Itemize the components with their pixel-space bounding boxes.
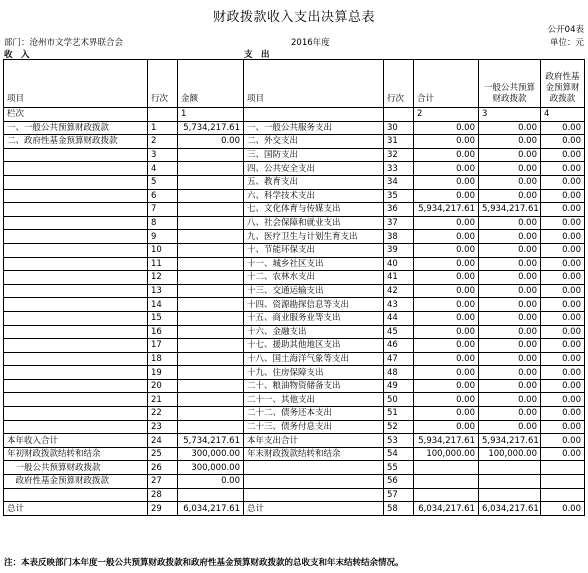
expense-item-cell: 二十二、债务还本支出 (244, 407, 384, 421)
income-line-cell: 18 (148, 352, 178, 366)
income-item-cell (4, 216, 148, 230)
gov-fund-cell (541, 488, 585, 502)
table-row (4, 175, 585, 189)
income-line-cell: 24 (148, 434, 178, 448)
income-item-cell (4, 339, 148, 353)
expense-line-cell: 46 (384, 339, 414, 353)
income-amount-cell (178, 379, 244, 393)
income-amount-cell (178, 339, 244, 353)
table-row (4, 135, 585, 149)
income-item-cell (4, 393, 148, 407)
income-amount-cell (178, 407, 244, 421)
total-cell (414, 488, 479, 502)
expense-item-cell: 十七、援助其他地区支出 (244, 339, 384, 353)
total-cell: 0.00 (414, 148, 479, 162)
total-cell: 5,934,217.61 (414, 434, 479, 448)
gov-fund-cell: 0.00 (541, 230, 585, 244)
expense-line-cell: 55 (384, 461, 414, 475)
total-cell: 0.00 (414, 243, 479, 257)
total-cell: 0.00 (414, 420, 479, 434)
column-number-label: 栏次 (4, 108, 148, 122)
total-cell: 0.00 (414, 135, 479, 149)
table-row (4, 407, 585, 421)
income-amount-cell (178, 162, 244, 176)
table-row (4, 352, 585, 366)
gov-fund-cell: 0.00 (541, 366, 585, 380)
income-amount-cell: 0.00 (178, 475, 244, 489)
expense-line-cell: 30 (384, 121, 414, 135)
income-line-cell: 26 (148, 461, 178, 475)
expense-line-cell: 45 (384, 325, 414, 339)
expense-line-cell: 53 (384, 434, 414, 448)
total-cell (414, 475, 479, 489)
table-row (4, 230, 585, 244)
income-line-cell: 12 (148, 271, 178, 285)
expense-line-cell: 51 (384, 407, 414, 421)
general-budget-cell: 0.00 (479, 189, 541, 203)
gov-fund-cell: 0.00 (541, 311, 585, 325)
general-budget-cell: 0.00 (479, 216, 541, 230)
table-row (4, 148, 585, 162)
total-cell: 0.00 (414, 379, 479, 393)
income-line-cell: 8 (148, 216, 178, 230)
expense-line-cell: 38 (384, 230, 414, 244)
finance-table (3, 59, 585, 516)
general-budget-cell: 0.00 (479, 339, 541, 353)
income-item-cell (4, 243, 148, 257)
expense-item-cell: 六、科学技术支出 (244, 189, 384, 203)
income-line-cell: 2 (148, 135, 178, 149)
expense-item-cell: 十三、交通运输支出 (244, 284, 384, 298)
total-cell: 0.00 (414, 311, 479, 325)
table-row (4, 366, 585, 380)
gov-fund-cell (541, 461, 585, 475)
column-number-blank (384, 108, 414, 122)
gov-fund-cell: 0.00 (541, 379, 585, 393)
form-code: 公开04表 (547, 25, 584, 35)
expense-line-cell: 39 (384, 243, 414, 257)
table-row (4, 284, 585, 298)
table-row (4, 257, 585, 271)
gov-fund-cell: 0.00 (541, 189, 585, 203)
expense-item-cell: 十六、金融支出 (244, 325, 384, 339)
expense-line-cell: 56 (384, 475, 414, 489)
expense-item-cell: 十、节能环保支出 (244, 243, 384, 257)
income-amount-cell (178, 175, 244, 189)
expense-line-cell: 37 (384, 216, 414, 230)
general-budget-cell: 0.00 (479, 257, 541, 271)
general-budget-cell (479, 461, 541, 475)
general-budget-cell: 0.00 (479, 352, 541, 366)
income-item-cell: 一、一般公共预算财政拨款 (4, 121, 148, 135)
total-cell: 0.00 (414, 162, 479, 176)
header-row (4, 60, 585, 108)
income-item-cell: 二、政府性基金预算财政拨款 (4, 135, 148, 149)
general-budget-cell: 0.00 (479, 379, 541, 393)
total-cell: 0.00 (414, 366, 479, 380)
general-budget-cell: 0.00 (479, 298, 541, 312)
table-row (4, 475, 585, 489)
total-cell (414, 461, 479, 475)
income-amount-cell (178, 488, 244, 502)
income-item-cell (4, 420, 148, 434)
income-amount-cell (178, 352, 244, 366)
general-budget-cell: 0.00 (479, 325, 541, 339)
total-cell: 6,034,217.61 (414, 502, 479, 516)
fiscal-year: 2016年度 (291, 38, 330, 48)
income-amount-cell (178, 189, 244, 203)
income-amount-cell (178, 271, 244, 285)
expense-line-cell: 58 (384, 502, 414, 516)
header-gov-fund: 政府性基金预算财政拨款 (541, 60, 585, 108)
department-label: 部门：沧州市文学艺术界联合会 (4, 38, 124, 48)
column-number-blank (148, 108, 178, 122)
gov-fund-cell: 0.00 (541, 420, 585, 434)
gov-fund-cell: 0.00 (541, 162, 585, 176)
income-line-cell: 27 (148, 475, 178, 489)
header-total: 合计 (414, 60, 479, 108)
gov-fund-cell: 0.00 (541, 121, 585, 135)
total-cell: 0.00 (414, 189, 479, 203)
expense-item-cell: 十八、国土海洋气象等支出 (244, 352, 384, 366)
income-line-cell: 13 (148, 284, 178, 298)
gov-fund-cell (541, 475, 585, 489)
income-line-cell: 10 (148, 243, 178, 257)
expense-line-cell: 48 (384, 366, 414, 380)
gov-fund-cell: 0.00 (541, 135, 585, 149)
income-item-cell (4, 325, 148, 339)
expense-line-cell: 57 (384, 488, 414, 502)
expense-item-cell: 十五、商业服务业等支出 (244, 311, 384, 325)
expense-line-cell: 33 (384, 162, 414, 176)
table-row (4, 488, 585, 502)
income-amount-cell (178, 325, 244, 339)
header-income-amount: 金额 (178, 60, 244, 108)
table-row (4, 434, 585, 448)
expense-item-cell: 总计 (244, 502, 384, 516)
header-general-budget: 一般公共预算财政拨款 (479, 60, 541, 108)
income-item-cell (4, 366, 148, 380)
table-row (4, 447, 585, 461)
income-item-cell (4, 230, 148, 244)
general-budget-cell: 0.00 (479, 135, 541, 149)
general-budget-cell: 0.00 (479, 121, 541, 135)
expense-item-cell: 一、一般公共服务支出 (244, 121, 384, 135)
income-amount-cell (178, 366, 244, 380)
income-line-cell: 11 (148, 257, 178, 271)
income-item-cell (4, 407, 148, 421)
table-row (4, 502, 585, 516)
table-row (4, 271, 585, 285)
general-budget-cell: 0.00 (479, 175, 541, 189)
gov-fund-cell: 0.00 (541, 407, 585, 421)
general-budget-cell: 100,000.00 (479, 447, 541, 461)
income-line-cell: 21 (148, 393, 178, 407)
general-budget-cell: 0.00 (479, 407, 541, 421)
table-row (4, 121, 585, 135)
income-item-cell (4, 148, 148, 162)
income-line-cell: 17 (148, 339, 178, 353)
expense-line-cell: 44 (384, 311, 414, 325)
expense-line-cell: 32 (384, 148, 414, 162)
total-cell: 0.00 (414, 407, 479, 421)
income-amount-cell: 0.00 (178, 135, 244, 149)
general-budget-cell: 0.00 (479, 243, 541, 257)
expense-line-cell: 42 (384, 284, 414, 298)
expense-line-cell: 34 (384, 175, 414, 189)
gov-fund-cell: 0.00 (541, 257, 585, 271)
total-cell: 0.00 (414, 339, 479, 353)
expense-item-cell: 三、国防支出 (244, 148, 384, 162)
total-cell: 0.00 (414, 216, 479, 230)
income-item-cell: 年初财政拨款结转和结余 (4, 447, 148, 461)
header-expense-item: 项目 (244, 60, 384, 108)
gov-fund-cell: 0.00 (541, 447, 585, 461)
gov-fund-cell: 0.00 (541, 298, 585, 312)
income-line-cell: 15 (148, 311, 178, 325)
expense-section-label: 支 出 (244, 50, 270, 60)
expense-line-cell: 47 (384, 352, 414, 366)
footnote: 注：本表反映部门本年度一般公共预算财政拨款和政府性基金预算财政拨款的总收支和年末结转结余情况。 (4, 558, 404, 568)
income-line-cell: 7 (148, 203, 178, 217)
expense-item-cell: 本年支出合计 (244, 434, 384, 448)
general-budget-cell: 5,934,217.61 (479, 434, 541, 448)
income-line-cell: 20 (148, 379, 178, 393)
unit-label: 单位：元 (549, 38, 584, 48)
income-amount-cell (178, 311, 244, 325)
table-row (4, 325, 585, 339)
table-row (4, 420, 585, 434)
income-line-cell: 29 (148, 502, 178, 516)
total-cell: 0.00 (414, 271, 479, 285)
table-row (4, 339, 585, 353)
income-amount-cell: 5,734,217.61 (178, 434, 244, 448)
expense-item-cell: 二、外交支出 (244, 135, 384, 149)
income-line-cell: 14 (148, 298, 178, 312)
expense-item-cell: 七、文化体育与传媒支出 (244, 203, 384, 217)
expense-line-cell: 52 (384, 420, 414, 434)
expense-item-cell: 十一、城乡社区支出 (244, 257, 384, 271)
income-line-cell: 19 (148, 366, 178, 380)
total-cell: 0.00 (414, 393, 479, 407)
header-expense-line: 行次 (384, 60, 414, 108)
expense-line-cell: 41 (384, 271, 414, 285)
total-cell: 0.00 (414, 352, 479, 366)
income-line-cell: 28 (148, 488, 178, 502)
income-line-cell: 22 (148, 407, 178, 421)
gov-fund-cell: 0.00 (541, 203, 585, 217)
income-item-cell (4, 162, 148, 176)
column-number-total: 2 (414, 108, 479, 122)
general-budget-cell: 0.00 (479, 284, 541, 298)
income-item-cell (4, 284, 148, 298)
general-budget-cell: 0.00 (479, 311, 541, 325)
income-line-cell: 9 (148, 230, 178, 244)
gov-fund-cell: 0.00 (541, 502, 585, 516)
income-item-cell: 总计 (4, 502, 148, 516)
gov-fund-cell: 0.00 (541, 434, 585, 448)
income-line-cell: 4 (148, 162, 178, 176)
income-amount-cell (178, 298, 244, 312)
expense-item-cell (244, 475, 384, 489)
general-budget-cell: 0.00 (479, 393, 541, 407)
income-item-cell: 政府性基金预算财政拨款 (4, 475, 148, 489)
income-line-cell: 6 (148, 189, 178, 203)
table-row (4, 311, 585, 325)
gov-fund-cell: 0.00 (541, 175, 585, 189)
income-amount-cell (178, 393, 244, 407)
total-cell: 0.00 (414, 284, 479, 298)
income-item-cell (4, 257, 148, 271)
total-cell: 0.00 (414, 298, 479, 312)
income-line-cell: 1 (148, 121, 178, 135)
expense-item-cell: 九、医疗卫生与计划生育支出 (244, 230, 384, 244)
general-budget-cell: 0.00 (479, 148, 541, 162)
income-item-cell (4, 379, 148, 393)
total-cell: 0.00 (414, 121, 479, 135)
table-row (4, 162, 585, 176)
expense-item-cell (244, 461, 384, 475)
expense-line-cell: 40 (384, 257, 414, 271)
income-item-cell (4, 203, 148, 217)
general-budget-cell: 6,034,217.61 (479, 502, 541, 516)
income-amount-cell: 300,000.00 (178, 461, 244, 475)
income-item-cell (4, 298, 148, 312)
gov-fund-cell: 0.00 (541, 325, 585, 339)
expense-item-cell: 二十、粮油物资储备支出 (244, 379, 384, 393)
expense-item-cell: 二十三、债务付息支出 (244, 420, 384, 434)
total-cell: 0.00 (414, 230, 479, 244)
income-line-cell: 5 (148, 175, 178, 189)
gov-fund-cell: 0.00 (541, 284, 585, 298)
expense-item-cell: 八、社会保障和就业支出 (244, 216, 384, 230)
general-budget-cell: 0.00 (479, 162, 541, 176)
income-item-cell (4, 488, 148, 502)
header-income-item: 项目 (4, 60, 148, 108)
income-line-cell: 23 (148, 420, 178, 434)
income-amount-cell (178, 243, 244, 257)
expense-item-cell: 二十一、其他支出 (244, 393, 384, 407)
total-cell: 5,934,217.61 (414, 203, 479, 217)
gov-fund-cell: 0.00 (541, 271, 585, 285)
column-number-fund: 4 (541, 108, 585, 122)
expense-item-cell: 年末财政拨款结转和结余 (244, 447, 384, 461)
gov-fund-cell: 0.00 (541, 216, 585, 230)
total-cell: 100,000.00 (414, 447, 479, 461)
gov-fund-cell: 0.00 (541, 148, 585, 162)
expense-line-cell: 31 (384, 135, 414, 149)
income-item-cell: 本年收入合计 (4, 434, 148, 448)
general-budget-cell: 5,934,217.61 (479, 203, 541, 217)
report-title: 财政拨款收入支出决算总表 (212, 10, 375, 25)
income-amount-cell: 5,734,217.61 (178, 121, 244, 135)
income-amount-cell (178, 257, 244, 271)
income-amount-cell (178, 420, 244, 434)
expense-item-cell: 十九、住房保障支出 (244, 366, 384, 380)
general-budget-cell: 0.00 (479, 420, 541, 434)
income-item-cell (4, 189, 148, 203)
income-amount-cell: 6,034,217.61 (178, 502, 244, 516)
table-row (4, 243, 585, 257)
income-line-cell: 3 (148, 148, 178, 162)
expense-line-cell: 43 (384, 298, 414, 312)
total-cell: 0.00 (414, 175, 479, 189)
table-row (4, 203, 585, 217)
column-number-row (4, 108, 585, 122)
expense-line-cell: 35 (384, 189, 414, 203)
income-item-cell (4, 352, 148, 366)
expense-line-cell: 36 (384, 203, 414, 217)
table-row (4, 461, 585, 475)
gov-fund-cell: 0.00 (541, 243, 585, 257)
table-row (4, 189, 585, 203)
header-income-line: 行次 (148, 60, 178, 108)
expense-line-cell: 50 (384, 393, 414, 407)
income-line-cell: 25 (148, 447, 178, 461)
income-amount-cell (178, 284, 244, 298)
income-item-cell (4, 311, 148, 325)
column-number-blank (244, 108, 384, 122)
total-cell: 0.00 (414, 257, 479, 271)
income-item-cell (4, 271, 148, 285)
income-item-cell: 一般公共预算财政拨款 (4, 461, 148, 475)
table-row (4, 298, 585, 312)
gov-fund-cell: 0.00 (541, 339, 585, 353)
gov-fund-cell: 0.00 (541, 352, 585, 366)
expense-item-cell: 四、公共安全支出 (244, 162, 384, 176)
column-number-income: 1 (178, 108, 244, 122)
total-cell: 0.00 (414, 325, 479, 339)
income-line-cell: 16 (148, 325, 178, 339)
income-amount-cell: 300,000.00 (178, 447, 244, 461)
expense-item-cell (244, 488, 384, 502)
income-amount-cell (178, 203, 244, 217)
column-number-general: 3 (479, 108, 541, 122)
table-row (4, 379, 585, 393)
income-amount-cell (178, 216, 244, 230)
general-budget-cell (479, 475, 541, 489)
expense-item-cell: 五、教育支出 (244, 175, 384, 189)
expense-line-cell: 49 (384, 379, 414, 393)
table-row (4, 393, 585, 407)
expense-item-cell: 十四、资源勘探信息等支出 (244, 298, 384, 312)
general-budget-cell: 0.00 (479, 271, 541, 285)
expense-item-cell: 十二、农林水支出 (244, 271, 384, 285)
expense-line-cell: 54 (384, 447, 414, 461)
general-budget-cell (479, 488, 541, 502)
general-budget-cell: 0.00 (479, 366, 541, 380)
income-section-label: 收 入 (4, 50, 30, 60)
gov-fund-cell: 0.00 (541, 393, 585, 407)
general-budget-cell: 0.00 (479, 230, 541, 244)
income-item-cell (4, 175, 148, 189)
income-amount-cell (178, 148, 244, 162)
income-amount-cell (178, 230, 244, 244)
table-row (4, 216, 585, 230)
